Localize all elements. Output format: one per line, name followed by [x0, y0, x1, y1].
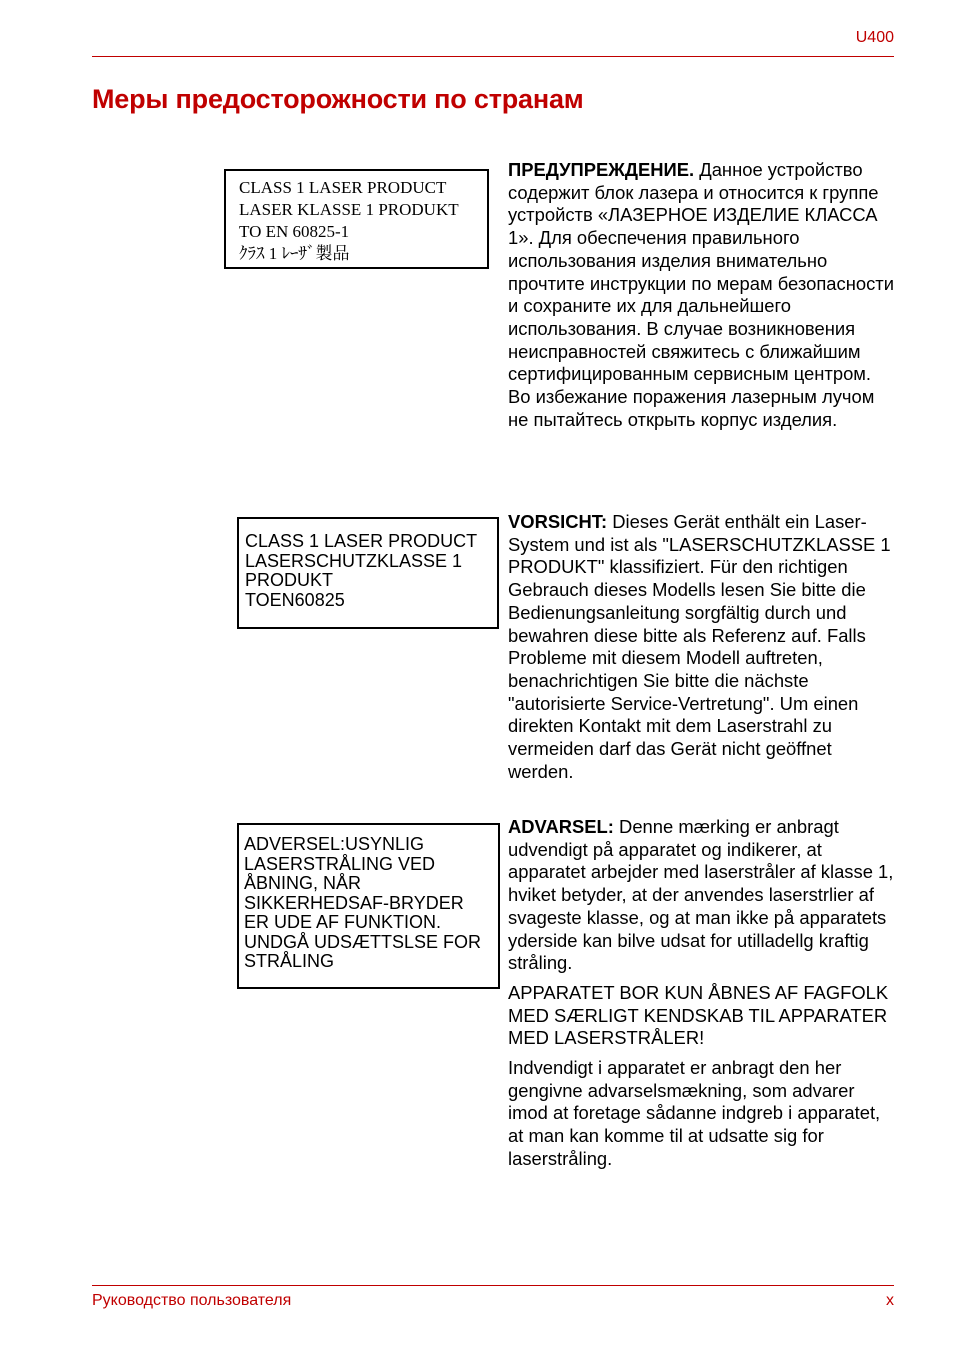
warning-paragraph-german [508, 511, 898, 783]
header-model-label: U400 [855, 29, 894, 46]
label-line: TOEN60825 [245, 589, 345, 610]
label-line: UNDGÅ UDSÆTTSLSE FOR [244, 931, 482, 952]
warning-text: Данное устройство содержит блок лазера и относится к группе устройств «ЛАЗЕРНОЕ ИЗДЕЛИЕ КЛАССА 1». Для обеспечения правильного использования изделия внимательно прочтите инструкции по мерам безопасности и сохраните их для дальнейшего использования. В случае возникновения неисправностей свяжитесь с ближайшим сертифицированным сервисным центром. Во избежание поражения лазерным лучом не пытайтесь открыть корпус изделия. [508, 159, 894, 430]
header-rule [92, 56, 894, 57]
footer-rule [92, 1285, 894, 1286]
warning-paragraph-russian [508, 159, 898, 431]
label-line: ADVERSEL:USYNLIG [244, 834, 425, 854]
label-line: ÅBNING, NÅR [244, 873, 362, 893]
label-line: CLASS 1 LASER PRODUCT [245, 531, 478, 551]
danish-caution-paragraph: APPARATET BOR KUN ÅBNES AF FAGFOLK MED SÆRLIGT KENDSKAB TIL APPARATER MED LASERSTRÅLER! [508, 982, 889, 1049]
label-line: LASERSTRÅLING VED [244, 853, 436, 874]
label-line: ER UDE AF FUNKTION. [244, 912, 442, 932]
label-line: CLASS 1 LASER PRODUCT [239, 178, 447, 197]
label-line: LASERSCHUTZKLASSE 1 [245, 550, 463, 571]
danish-info-paragraph: Indvendigt i apparatet er anbragt den her gengivne advarselsmækning, som advarer imod at foretage sådanne indgreb i apparatet, at man kan komme til at udsatte sig for laserstråling. [508, 1057, 881, 1169]
warning-heading: ADVARSEL: [508, 816, 614, 837]
label-line: STRÅLING [244, 951, 335, 971]
label-line: ｸﾗｽ 1 ﾚｰｻﾞ製品 [239, 244, 350, 263]
warning-paragraph-danish [508, 816, 898, 975]
label-line: LASER KLASSE 1 PRODUKT [239, 200, 459, 219]
label-line: SIKKERHEDSAF-BRYDER [244, 892, 464, 913]
page-title: Меры предосторожности по странам [92, 84, 584, 114]
label-line: TO EN 60825-1 [239, 222, 350, 241]
footer-page-number: x [886, 1292, 894, 1309]
label-line: PRODUKT [245, 570, 334, 590]
footer-manual-title: Руководство пользователя [92, 1292, 292, 1309]
laser-label-german [237, 517, 499, 629]
warning-text: Dieses Gerät enthält ein Laser-System und ist als "LASERSCHUTZKLASSE 1 PRODUKT" klassifiziert. Für den richtigen Gebrauch dieses Modells lesen Sie bitte die Bedienungsanleitung sorgfältig durch und bewahren diese bitte als Referenz auf. Falls Probleme mit diesem Modell auftreten, benachrichtigen Sie bitte die nächste "autorisierte Service-Vertretung". Um einen direkten Kontakt mit dem Laserstrahl zu vermeiden darf das Gerät nicht geöffnet werden. [508, 511, 891, 782]
warning-heading: ПРЕДУПРЕЖДЕНИЕ. [508, 159, 695, 180]
warning-text: Denne mærking er anbragt udvendigt på apparatet og indikerer, at apparatet arbejder med laserstråler af klasse 1, hviket betyder, at der anvendes laserstrlier af svageste klasse, og at man ikke på apparatets yderside kan bilve udsat for utilladellg kraftig stråling. [508, 816, 894, 974]
laser-label-danish [237, 823, 500, 989]
laser-label-japanese [224, 169, 489, 269]
warning-heading: VORSICHT: [508, 511, 608, 532]
